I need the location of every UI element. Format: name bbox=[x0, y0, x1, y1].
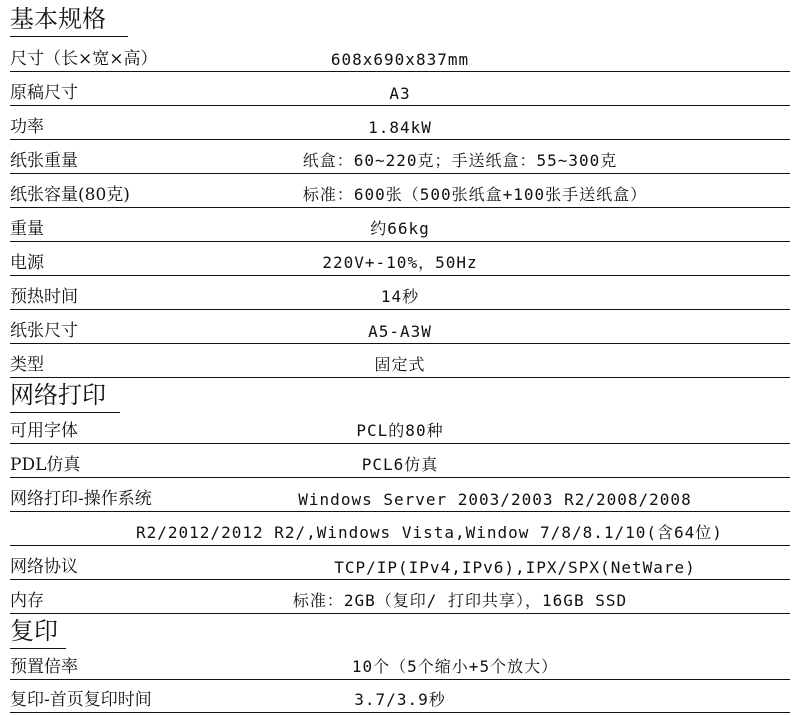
spec-label: 纸张尺寸 bbox=[10, 321, 78, 341]
spec-label: 纸张重量 bbox=[10, 151, 78, 171]
spec-value: 3.7/3.9秒 bbox=[354, 690, 446, 709]
spec-row-size bbox=[10, 40, 790, 72]
spec-row-pdl bbox=[10, 446, 790, 478]
spec-value: 固定式 bbox=[374, 355, 426, 374]
spec-value: 纸盒：60~220克；手送纸盒：55~300克 bbox=[302, 151, 618, 170]
spec-value: 标准：600张（500张纸盒+100张手送纸盒） bbox=[302, 185, 648, 204]
spec-label: 网络打印-操作系统 bbox=[10, 489, 152, 509]
section-title-basic: 基本规格 bbox=[10, 4, 128, 37]
section-title-network: 网络打印 bbox=[10, 380, 120, 413]
spec-row-protocol bbox=[10, 548, 790, 580]
spec-row-paper-weight bbox=[10, 142, 790, 174]
spec-row-memory bbox=[10, 582, 790, 614]
spec-value: 220V+-10%，50Hz bbox=[322, 253, 478, 272]
spec-value: 14秒 bbox=[380, 287, 420, 306]
spec-label: 网络协议 bbox=[10, 557, 78, 577]
spec-row-first-copy bbox=[10, 681, 790, 713]
spec-row-os-continued bbox=[10, 514, 790, 546]
spec-value: 约66kg bbox=[370, 219, 430, 238]
spec-label: 尺寸（长×宽×高） bbox=[10, 49, 158, 69]
spec-value-continued: R2/2012/2012 R2/,Windows Vista,Window 7/8/8.1/10(含64位) bbox=[136, 523, 723, 542]
spec-value: PCL6仿真 bbox=[361, 455, 439, 474]
spec-label: 功率 bbox=[10, 117, 44, 137]
spec-label: 预热时间 bbox=[10, 287, 78, 307]
spec-label: 电源 bbox=[10, 253, 44, 273]
spec-value: 标准：2GB（复印/ 打印共享），16GB SSD bbox=[292, 591, 628, 610]
spec-label: 预置倍率 bbox=[10, 657, 78, 677]
spec-label: 纸张容量(80克) bbox=[10, 185, 130, 205]
spec-row-paper-size bbox=[10, 312, 790, 344]
spec-value: PCL的80种 bbox=[356, 421, 444, 440]
spec-row-zoom bbox=[10, 648, 790, 680]
spec-label: 重量 bbox=[10, 219, 44, 239]
spec-row-warmup bbox=[10, 278, 790, 310]
spec-value: 608x690x837mm bbox=[330, 50, 470, 69]
spec-value: Windows Server 2003/2003 R2/2008/2008 bbox=[298, 490, 692, 509]
spec-label: PDL仿真 bbox=[10, 455, 81, 475]
spec-value: A5-A3W bbox=[368, 322, 432, 341]
spec-row-os bbox=[10, 480, 790, 512]
section-title-copy: 复印 bbox=[10, 616, 66, 649]
spec-value: 10个（5个缩小+5个放大） bbox=[351, 657, 559, 676]
spec-row-power-source bbox=[10, 244, 790, 276]
spec-label: 原稿尺寸 bbox=[10, 83, 78, 103]
spec-row-type bbox=[10, 346, 790, 378]
spec-value: 1.84kW bbox=[368, 118, 432, 137]
spec-label: 内存 bbox=[10, 591, 44, 611]
spec-row-original bbox=[10, 74, 790, 106]
spec-row-weight bbox=[10, 210, 790, 242]
spec-label: 可用字体 bbox=[10, 421, 78, 441]
spec-value: A3 bbox=[389, 84, 411, 103]
spec-label: 类型 bbox=[10, 355, 44, 375]
spec-row-fonts bbox=[10, 412, 790, 444]
spec-value: TCP/IP(IPv4,IPv6),IPX/SPX(NetWare) bbox=[334, 558, 696, 577]
spec-label: 复印-首页复印时间 bbox=[10, 690, 152, 710]
spec-row-paper-capacity bbox=[10, 176, 790, 208]
spec-row-power bbox=[10, 108, 790, 140]
